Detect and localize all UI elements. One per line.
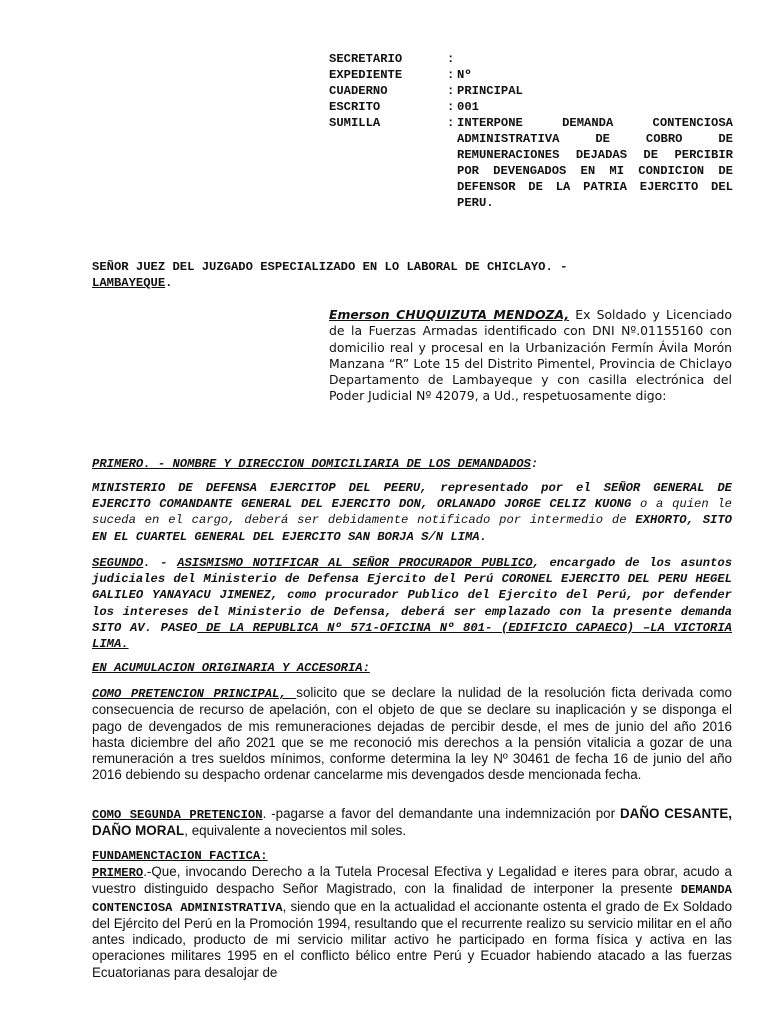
segundo-label: SEGUNDO xyxy=(92,556,144,570)
sumilla-label: SUMILLA xyxy=(329,116,381,130)
pretension-principal xyxy=(92,685,732,784)
segundo-underlined: ASISMISMO NOTIFICAR AL SEÑOR PROCURADOR PUBLICO xyxy=(177,556,533,570)
claimant-name: Emerson CHUQUIZUTA MENDOZA, xyxy=(329,307,570,322)
expediente-label: EXPEDIENTE xyxy=(329,68,403,82)
header-row-secretario xyxy=(329,51,733,67)
sumilla-value: INTERPONE DEMANDA CONTENCIOSA ADMINISTRATIVA DE COBRO DE REMUNERACIONES DEJADAS DE PERCIBIR POR DEVENGADOS EN MI CONDICION DE DEFENSOR DE LA PATRIA EJERCITO DEL PERU. xyxy=(457,116,733,210)
primero-heading-text: PRIMERO. - NOMBRE Y DIRECCION DOMICILIARIA DE LOS DEMANDADOS xyxy=(92,457,531,471)
salutation-text: SEÑOR JUEZ DEL JUZGADO ESPECIALIZADO EN LO LABORAL DE CHICLAYO. - xyxy=(92,260,568,274)
fundamentacion-text2: , siendo que en la actualidad el accionante ostenta el grado de Ex Soldado del Ejército del Perú en la Promoción 1994, resultando que el recurrente realizo su servicio militar en el año antes indicado, producto de mi servicio militar activo he participado en forma física y activa en las operaciones militares 1995 en el conflicto bélico entre Perú y Ecuador habiendo atacado a las fuerzas Ecuatorianas para desalojar de xyxy=(92,898,733,980)
salutation-place: LAMBAYEQUE xyxy=(92,276,166,291)
fundamentacion-title-text: FUNDAMENCTACION FACTICA: xyxy=(92,849,268,863)
cuaderno-label: CUADERNO xyxy=(329,84,388,98)
salutation-end: . xyxy=(165,276,173,291)
pretension2-bold: DAÑO CESANTE, DAÑO MORAL xyxy=(92,806,733,839)
segundo-text: , encargado de los asuntos judiciales del Ministerio de Defensa Ejercito del Perú CORONEL EJERCITO DEL PERU HEGEL GALILEO YANAYACU JIMENEZ, como procurador Publico del Ejercito del Perú, por defender los intereses del Ministerio de Defensa, deberá ser emplazado con la presente demanda SITO AV. PASEO xyxy=(92,556,733,635)
header-row-escrito xyxy=(329,99,733,115)
pretension1-label: COMO PRETENCION PRINCIPAL, xyxy=(92,687,297,701)
colon: : xyxy=(447,68,455,82)
section-primero-heading xyxy=(92,456,732,472)
pretension2-text2: , equivalente a novecientos mil soles. xyxy=(184,823,407,839)
segundo-address: DE LA REPUBLICA Nº 571-OFICINA Nº 801- (EDIFICIO CAPAECO) –LA VICTORIA LIMA. xyxy=(92,620,732,652)
fundamentacion-text1: .-Que, invocando Derecho a la Tutela Procesal Efectiva y Legalidad e iteres para obrar, acudo a vuestro distinguido despacho Señor Magistrado, con la finalidad de interponer la presente xyxy=(92,864,732,897)
ministerio-part2: o a quien le suceda en el cargo, deberá ser debidamente notificado por intermedio de xyxy=(92,497,732,528)
header-row-sumilla xyxy=(329,115,733,211)
header-row-expediente xyxy=(329,67,733,83)
pretension1-text: solicito que se declare la nulidad de la resolución ficta derivada como consecuencia de recurso de apelación, con el objeto de que se declare su inaplicación y se disponga el pago de devengados de mis remuneraciones dejadas de percibir desde, el mes de junio del año 2016 hasta diciembre del año 2021 que se me reconoció mis derechos a la pensión vitalicia a gozar de una remuneración a tres sueldos mínimos, conforme determina la ley Nº 30461 de fecha 16 de junio del año 2016 debiendo su despacho ordenar cancelarme mis devengados desde mencionada fecha. xyxy=(92,685,732,783)
section-segundo xyxy=(92,555,732,652)
fundamentacion-title xyxy=(92,848,732,864)
escrito-value: 001 xyxy=(457,100,479,114)
intro-text: Ex Soldado y Licenciado de la Fuerzas Armadas identificado con DNI Nº.01155160 con domicilio real y procesal en la Urbanización Fermín Ávila Morón Manzana “R” Lote 15 del Distrito Pimentel, Provincia de Chiclayo Departamento de Lambayeque y con casilla electrónica del Poder Judicial Nº 42079, a Ud., respetuosamente digo: xyxy=(329,307,732,404)
fundamentacion-bold: DEMANDA CONTENCIOSA ADMINISTRATIVA xyxy=(92,883,732,915)
salutation xyxy=(92,259,732,291)
defendant-ministerio xyxy=(92,480,732,545)
ministerio-part1: MINISTERIO DE DEFENSA EJERCITOP DEL PEERU, representado por el SEÑOR GENERAL DE EJERCITO COMANDANTE GENERAL DEL EJERCITO DON, ORLANADO JORGE CELIZ KUONG xyxy=(92,481,732,512)
segundo-sep: . - xyxy=(143,556,178,570)
pretension2-label: COMO SEGUNDA PRETENCION xyxy=(92,808,263,822)
fundamentacion-primero xyxy=(92,864,732,981)
secretario-label: SECRETARIO xyxy=(329,52,403,66)
acumulacion-heading xyxy=(92,660,732,676)
colon: : xyxy=(447,116,455,130)
colon: : xyxy=(447,84,455,98)
colon: : xyxy=(447,52,455,66)
expediente-value: Nº xyxy=(457,68,472,82)
pretension-segunda xyxy=(92,806,732,840)
primero-heading-end: : xyxy=(530,457,539,471)
escrito-label: ESCRITO xyxy=(329,100,381,114)
document-header xyxy=(329,51,733,211)
ministerio-part3: EXHORTO, SITO EN EL CUARTEL GENERAL DEL EJERCITO SAN BORJA S/N LIMA. xyxy=(92,513,732,544)
colon: : xyxy=(447,100,455,114)
cuaderno-value: PRINCIPAL xyxy=(457,84,523,98)
intro-paragraph xyxy=(329,307,732,405)
acumulacion-text: EN ACUMULACION ORIGINARIA Y ACCESORIA: xyxy=(92,661,370,675)
secretario-value xyxy=(457,51,733,67)
pretension2-text1: . -pagarse a favor del demandante una indemnización por xyxy=(262,806,620,821)
header-row-cuaderno xyxy=(329,83,733,99)
fundamentacion-label: PRIMERO xyxy=(92,866,144,880)
